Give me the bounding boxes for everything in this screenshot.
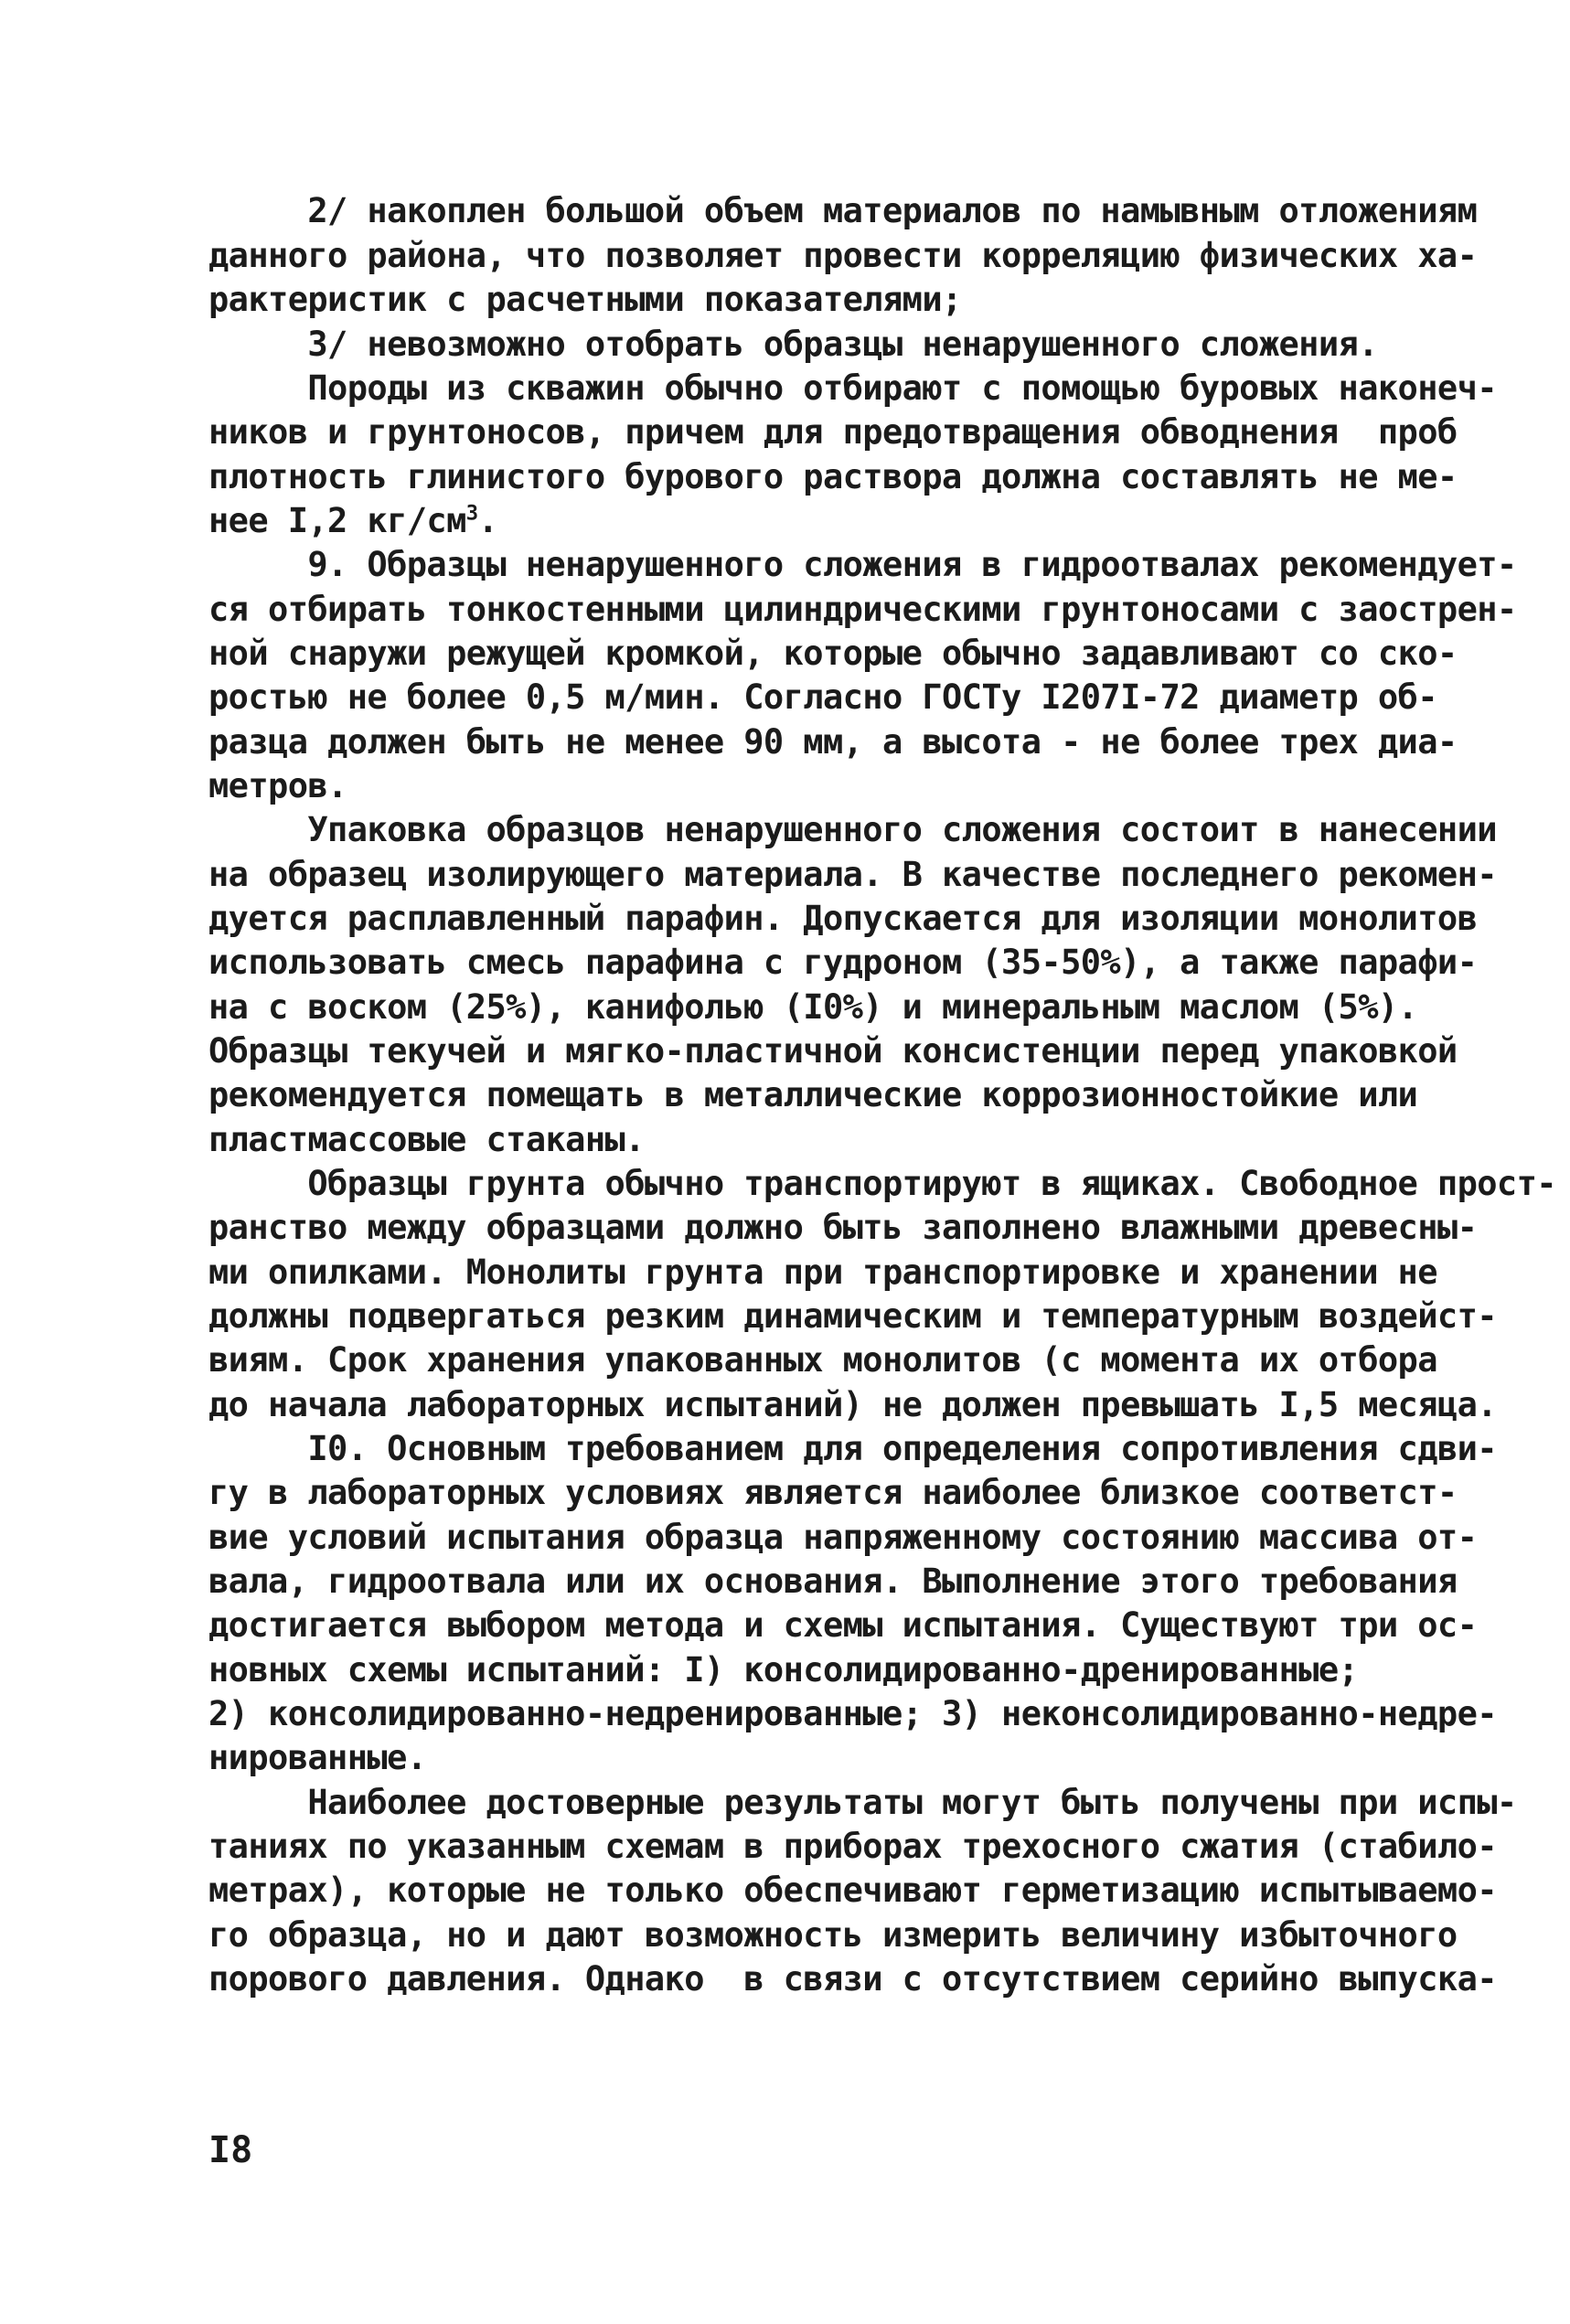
text-line: до начала лабораторных испытаний) не должен превышать I,5 месяца.: [208, 1385, 1497, 1424]
text-line: ми опилками. Монолиты грунта при транспортировке и хранении не: [208, 1253, 1437, 1292]
text-line: Упаковка образцов ненарушенного сложения состоит в нанесении: [208, 810, 1497, 849]
line-text: нее I,2 кг/см: [208, 501, 466, 540]
text-line: ранство между образцами должно быть заполнено влажными древесны-: [208, 1208, 1478, 1247]
page-number: I8: [208, 2129, 253, 2171]
text-line: го образца, но и дают возможность измерить величину избыточного: [208, 1915, 1458, 1955]
text-line: I0. Основным требованием для определения сопротивления сдви-: [208, 1429, 1497, 1468]
text-line: Образцы текучей и мягко-пластичной консистенции перед упаковкой: [208, 1031, 1458, 1071]
text-line: Породы из скважин обычно отбирают с помощью буровых наконеч-: [208, 368, 1497, 408]
text-line: Наиболее достоверные результаты могут быть получены при испы-: [208, 1783, 1517, 1822]
superscript: 3: [465, 501, 478, 526]
text-line: нированные.: [208, 1738, 427, 1777]
text-line: вала, гидроотвала или их основания. Выполнение этого требования: [208, 1562, 1458, 1601]
text-line: таниях по указанным схемам в приборах трехосного сжатия (стабило-: [208, 1827, 1497, 1866]
text-line: ся отбирать тонкостенными цилиндрическими грунтоносами с заострен-: [208, 590, 1517, 629]
text-line: Образцы грунта обычно транспортируют в ящиках. Свободное прост-: [208, 1164, 1556, 1203]
text-line: 3/ невозможно отобрать образцы ненарушенного сложения.: [208, 325, 1378, 364]
text-line: достигается выбором метода и схемы испытания. Существуют три ос-: [208, 1605, 1478, 1645]
text-line: ной снаружи режущей кромкой, которые обычно задавливают со ско-: [208, 634, 1458, 673]
text-line: 9. Образцы ненарушенного сложения в гидроотвалах рекомендует-: [208, 545, 1517, 584]
text-line: ростью не более 0,5 м/мин. Согласно ГОСТу I207I-72 диаметр об-: [208, 677, 1437, 717]
text-line: рактеристик с расчетными показателями;: [208, 280, 962, 319]
text-line: на с воском (25%), канифолью (I0%) и минеральным маслом (5%).: [208, 987, 1418, 1027]
text-line: дуется расплавленный парафин. Допускается для изоляции монолитов: [208, 899, 1478, 938]
text-line: виям. Срок хранения упакованных монолитов (с момента их отбора: [208, 1340, 1437, 1380]
text-line: порового давления. Однако в связи с отсутствием серийно выпуска-: [208, 1959, 1497, 1999]
text-line: метрах), которые не только обеспечивают герметизацию испытываемо-: [208, 1871, 1497, 1910]
text-line: 2) консолидированно-недренированные; 3) неконсолидированно-недре-: [208, 1694, 1497, 1733]
line-tail: .: [477, 501, 498, 540]
text-line: рекомендуется помещать в металлические коррозионностойкие или: [208, 1075, 1418, 1114]
text-line: вие условий испытания образца напряженному состоянию массива от-: [208, 1518, 1478, 1557]
text-line: ников и грунтоносов, причем для предотвращения обводнения проб: [208, 412, 1458, 452]
text-line: 2/ накоплен большой объем материалов по намывным отложениям: [208, 191, 1478, 230]
text-line: разца должен быть не менее 90 мм, а высота - не более трех диа-: [208, 722, 1458, 762]
text-line: плотность глинистого бурового раствора должна составлять не ме-: [208, 457, 1458, 496]
text-line: на образец изолирующего материала. В качестве последнего рекомен-: [208, 855, 1497, 894]
text-line: гу в лабораторных условиях является наиболее близкое соответст-: [208, 1473, 1458, 1512]
text-line: использовать смесь парафина с гудроном (35-50%), а также парафи-: [208, 943, 1478, 982]
text-line: новных схемы испытаний: I) консолидированно-дренированные;: [208, 1650, 1359, 1690]
text-line: пластмассовые стаканы.: [208, 1120, 645, 1159]
text-line-with-superscript: [208, 502, 497, 540]
text-line: должны подвергаться резким динамическим и температурным воздейст-: [208, 1296, 1497, 1336]
text-line: метров.: [208, 766, 347, 805]
text-line: данного района, что позволяет провести корреляцию физических ха-: [208, 236, 1478, 275]
